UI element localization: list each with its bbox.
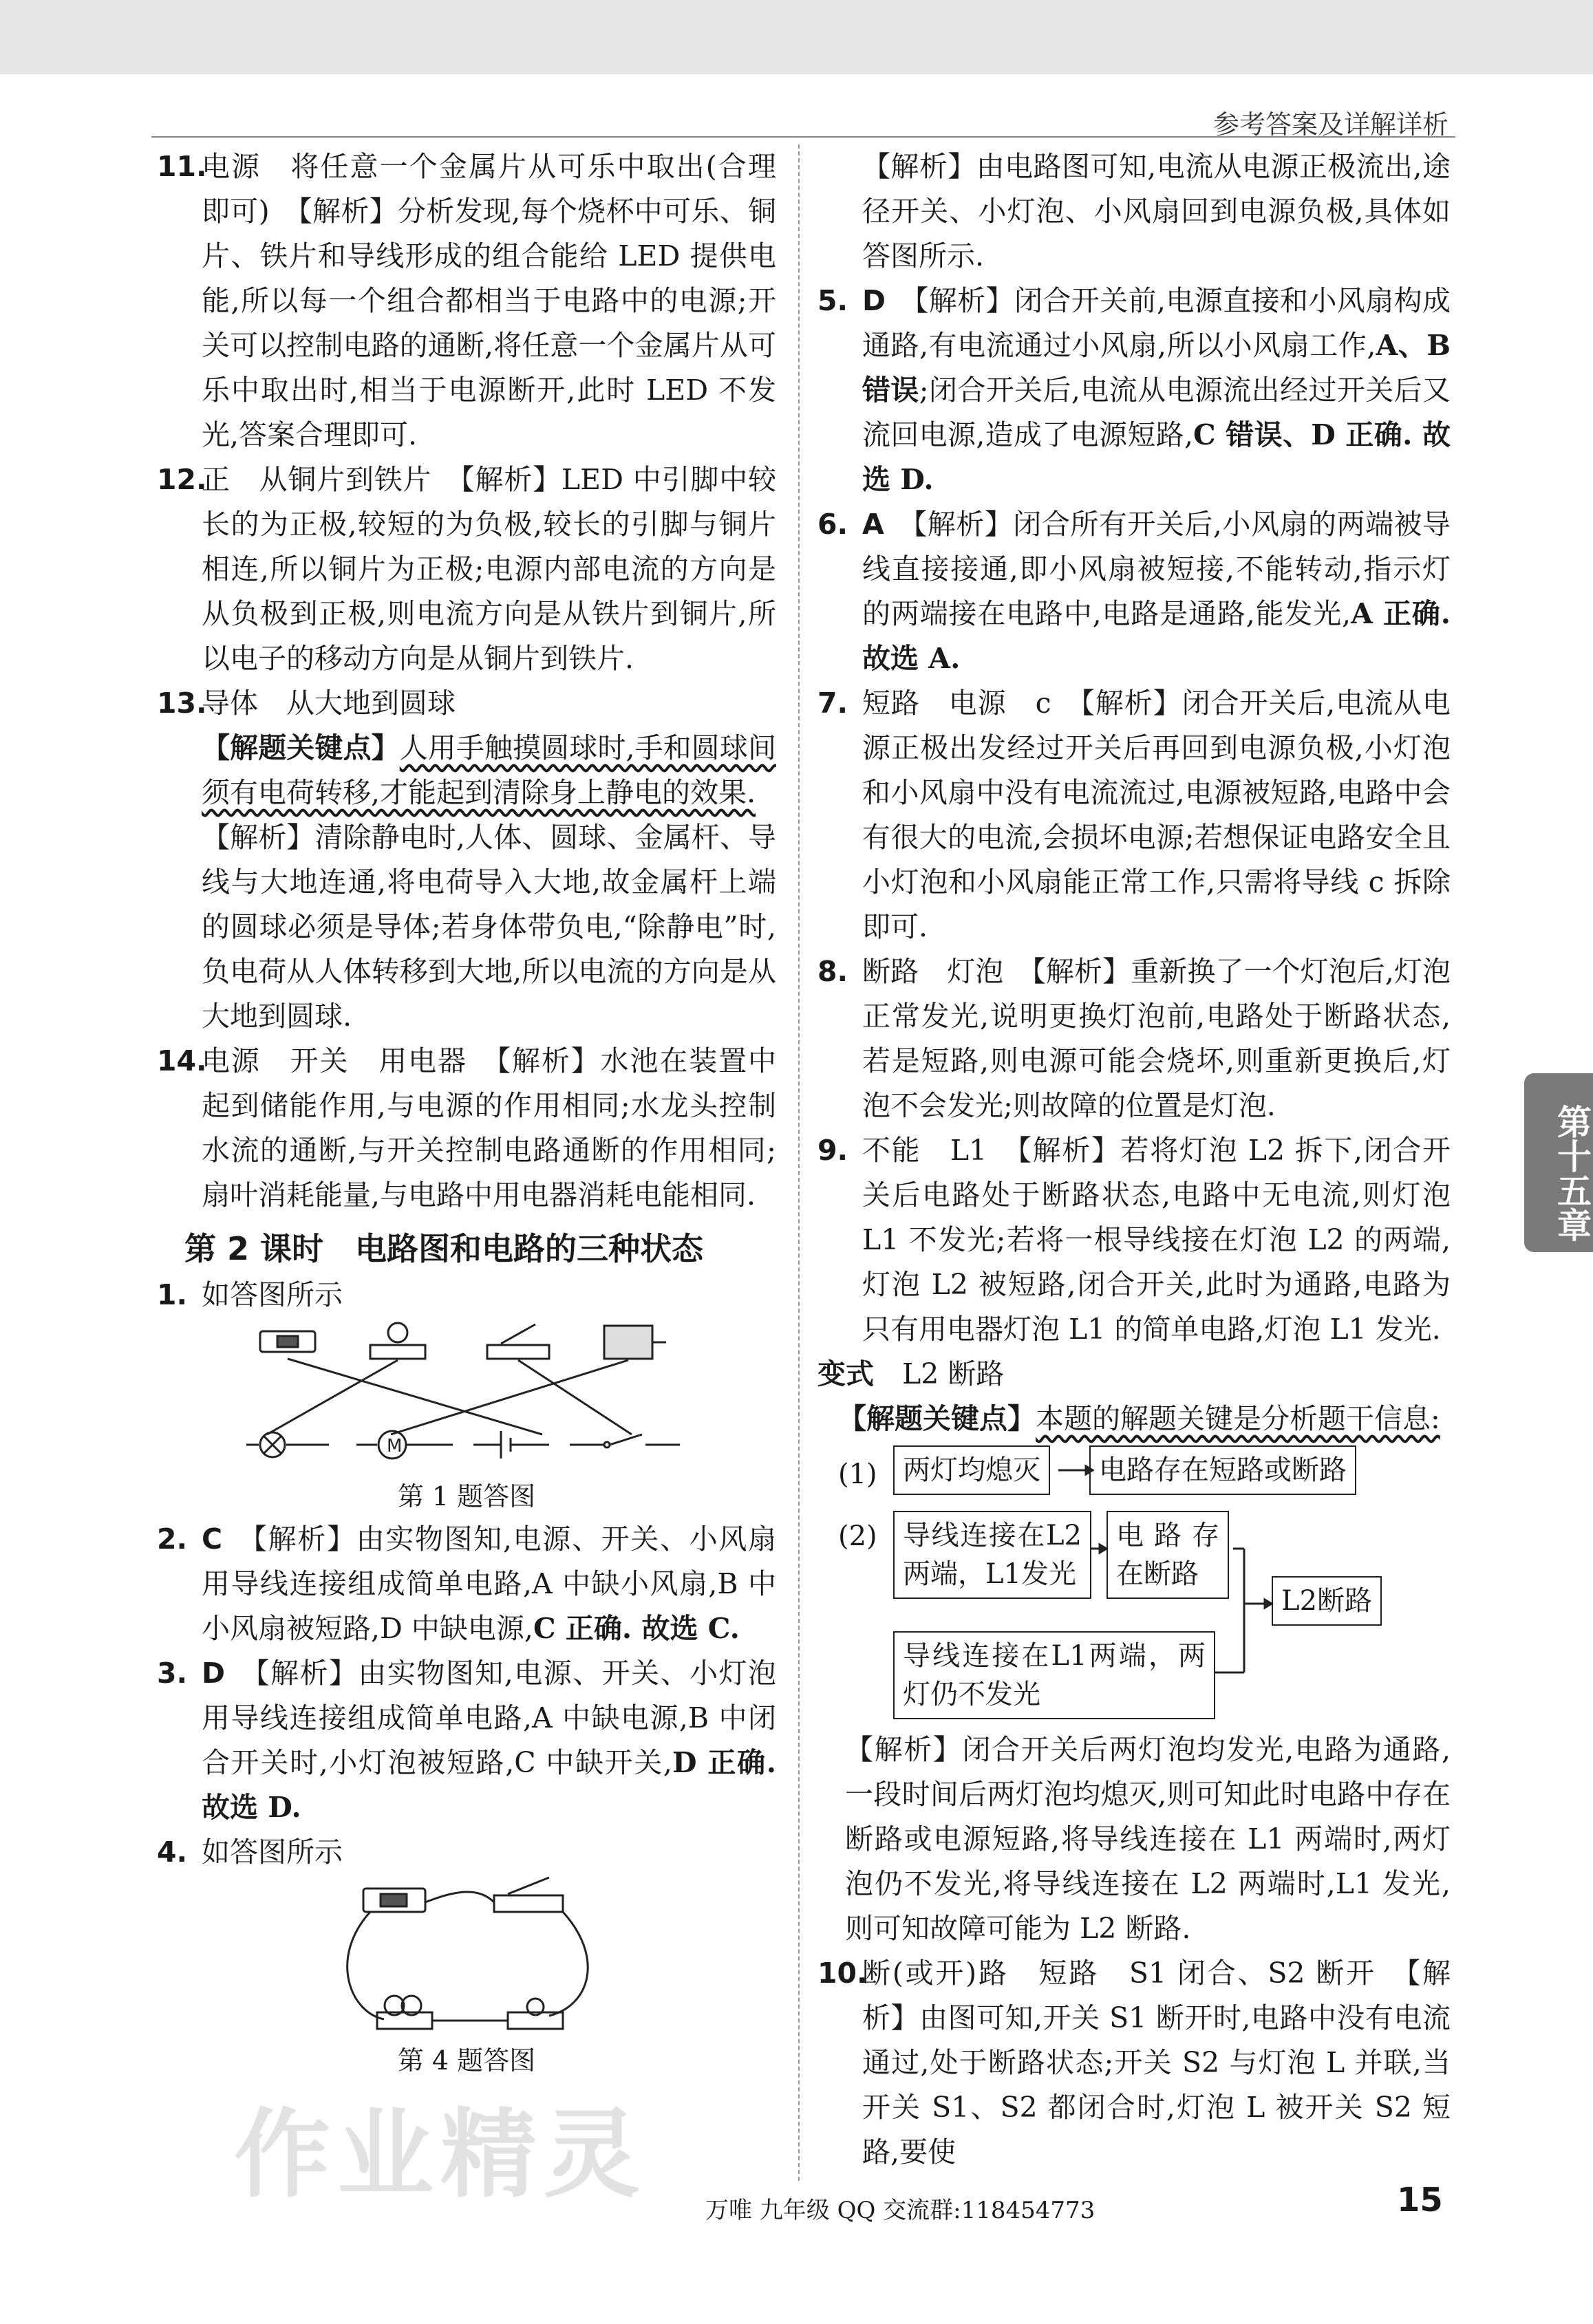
lesson-question-3: 3. D 【解析】由实物图知,电源、开关、小灯泡用导线连接组成简单电路,A 中缺电源,B 中闭合开关时,小灯泡被短路,C 中缺开关,D 正确. 故选 D. — [157, 1657, 777, 1824]
flow-box-l2-open: L2断路 — [1272, 1576, 1382, 1626]
flow-step-1-number: (1) — [838, 1459, 877, 1490]
watermark: 作业精灵 — [234, 2099, 648, 2211]
right-column — [817, 144, 1451, 2175]
flow-step-2-number: (2) — [838, 1520, 877, 1552]
figure-4-caption: 第 4 题答图 — [397, 2045, 536, 2076]
header-divider — [151, 136, 1455, 138]
flow-box-short-or-open: 电路存在短路或断路 — [1089, 1445, 1356, 1495]
variant-line: 变式 L2 断路 — [817, 1357, 1005, 1390]
lesson-question-1: 1. 如答图所示 — [157, 1278, 343, 1311]
footer-text: 万唯 九年级 QQ 交流群:118454773 — [705, 2197, 1095, 2224]
question-14: 14. 电源 开关 用电器 【解析】水池在装置中起到储能作用,与电源的作用相同;水龙头控制水流的通断,与开关控制电路通断的作用相同;扇叶消耗能量,与电路中用电器消耗电能相同. — [157, 1044, 776, 1212]
question-13: 13. 导体 从大地到圆球 【解题关键点】人用手触摸圆球时,手和圆球间须有电荷转移,才能起到清除身上静电的效果. 【解析】清除静电时,人体、圆球、金属杆、导线与大地连通,将电荷导入大地,故金属杆上端的圆球必须是导体;若身体带负电,“除静电”时,负电荷从人体转移到大地,所以电流的方向是从大地到圆球. — [157, 687, 776, 1033]
left-column — [157, 144, 776, 2081]
top-bar — [0, 0, 1593, 74]
flow-box-open-circuit: 电路存在断路 — [1106, 1511, 1229, 1599]
lesson-question-2: 2. C 【解析】由实物图知,电源、开关、小风扇用导线连接组成简单电路,A 中缺小风扇,B 中小风扇被短路,D 中缺电源,C 正确. 故选 C. — [157, 1523, 777, 1645]
flow-box-lights-off: 两灯均熄灭 — [893, 1445, 1050, 1495]
column-divider — [798, 144, 800, 2181]
page-number: 15 — [1397, 2181, 1443, 2219]
lesson-title: 第 2 课时 电路图和电路的三种状态 — [184, 1230, 704, 1267]
question-8: 8. 断路 灯泡 【解析】重新换了一个灯泡后,灯泡正常发光,说明更换灯泡前,电路处于断路状态,若是短路,则电源可能会烧坏,则重新更换后,灯泡不会发光;则故障的位置是灯泡. — [817, 955, 1451, 1122]
page-header: 参考答案及详解详析 — [1212, 109, 1448, 140]
question-10: 10. 断(或开)路 短路 S1 闭合、S2 断开 【解析】由图可知,开关 S1 断开时,电路中没有电流通过,处于断路状态;开关 S2 与灯泡 L 并联,当开关 S1、S2 都闭合时,灯泡 L 被开关 S2 短路,要使 — [817, 1957, 1451, 2169]
figure-1-caption: 第 1 题答图 — [397, 1481, 536, 1511]
figure-4-diagram — [343, 1875, 590, 2040]
key-point-line: 【解题关键点】本题的解题关键是分析题干信息: — [838, 1402, 1440, 1435]
question-9: 9. 不能 L1 【解析】若将灯泡 L2 拆下,闭合开关后电路处于断路状态,电路中无电流,则灯泡 L1 不发光;若将一根导线接在灯泡 L2 的两端,灯泡 L2 被短路,闭合开关,此时为通路,电路为只有用电器灯泡 L1 的简单电路,灯泡 L1 发光. — [817, 1134, 1451, 1346]
question-12: 12. 正 从铜片到铁片 【解析】LED 中引脚中较长的为正极,较短的为负极,较长的引脚与铜片相连,所以铜片为正极;电源内部电流的方向是从负极到正极,则电流方向是从铁片到铜片,所以电子的移动方向是从铜片到铁片. — [157, 463, 776, 675]
flow-diagram — [817, 1445, 1451, 1721]
flow-box-wire-on-l2: 导线连接在L2两端，L1发光 — [893, 1511, 1091, 1599]
question-11: 11. 电源 将任意一个金属片从可乐中取出(合理即可) 【解析】分析发现,每个烧杯中可乐、铜片、铁片和导线形成的组合能给 LED 提供电能,所以每一个组合都相当于电路中的电源;开关可以控制电路的通断,将任意一个金属片从可乐中取出时,相当于电源断开,此时 LED 不发光,答案合理即可. — [157, 150, 776, 451]
lesson-question-4: 4. 如答图所示 — [157, 1836, 343, 1869]
question-7: 7. 短路 电源 c 【解析】闭合开关后,电流从电源正极出发经过开关后再回到电源负极,小灯泡和小风扇中没有电流流过,电源被短路,电路中会有很大的电流,会损坏电源;若想保证电路安全且小灯泡和小风扇能正常工作,只需将导线 c 拆除即可. — [817, 687, 1451, 943]
question-6: 6. A 【解析】闭合所有开关后,小风扇的两端被导线直接接通,即小风扇被短接,不能转动,指示灯的两端接在电路中,电路是通路,能发光,A 正确. 故选 A. — [817, 508, 1451, 675]
flow-arrows — [817, 1445, 1437, 1721]
question-4-analysis: 【解析】由电路图可知,电流从电源正极流出,途径开关、小灯泡、小风扇回到电源负极,具体如答图所示. — [862, 150, 1451, 272]
flow-box-wire-on-l1: 导线连接在L1两端，两灯仍不发光 — [893, 1631, 1215, 1719]
flow-analysis: 【解析】闭合开关后两灯泡均发光,电路为通路,一段时间后两灯泡均熄灭,则可知此时电路中存在断路或电源短路,将导线连接在 L1 两端时,两灯泡仍不发光,将导线连接在 L2 两端时,L1 发光,则可知故障可能为 L2 断路. — [845, 1733, 1451, 1945]
chapter-tab: 第十五章 — [1524, 1073, 1593, 1252]
question-5: 5. D 【解析】闭合开关前,电源直接和小风扇构成通路,有电流通过小风扇,所以小风扇工作,A、B 错误;闭合开关后,电流从电源流出经过开关后又流回电源,造成了电源短路,C 错误、D 正确. 故选 D. — [817, 284, 1451, 496]
svg-text:M: M — [387, 1436, 403, 1456]
figure-1-diagram — [246, 1317, 687, 1476]
